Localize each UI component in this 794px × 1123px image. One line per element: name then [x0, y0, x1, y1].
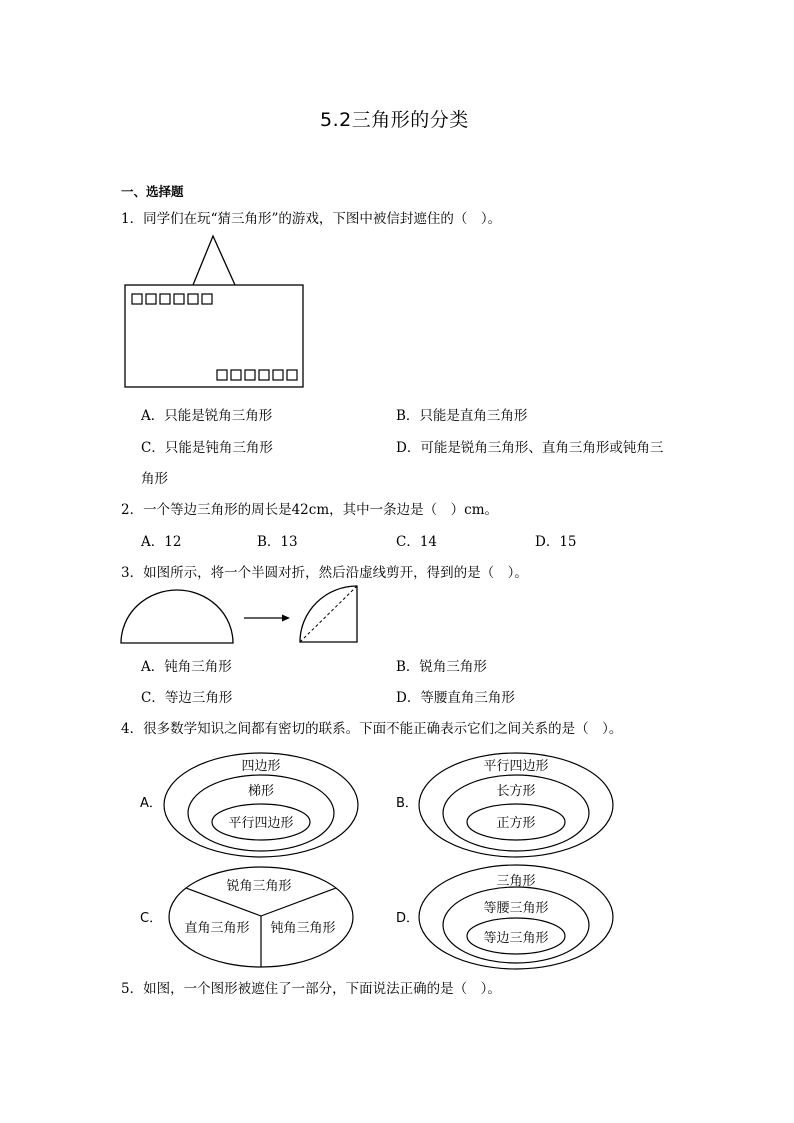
- question-number: 3．: [121, 565, 144, 581]
- q1-option-a[interactable]: A．只能是锐角三角形: [141, 408, 273, 424]
- q1-option-c[interactable]: C．只能是钝角三角形: [141, 440, 273, 456]
- question-number: 5．: [121, 981, 144, 997]
- question-text: 同学们在玩“猜三角形”的游戏，下图中被信封遮住的（ ）。: [143, 211, 502, 227]
- question-number: 1．: [121, 211, 144, 227]
- question-text: 一个等边三角形的周长是42cm，其中一条边是（ ）cm。: [143, 502, 498, 518]
- section-heading: 一、选择题: [121, 184, 184, 199]
- question-number: 4．: [121, 721, 144, 737]
- q3-option-d[interactable]: D．等腰直角三角形: [396, 690, 515, 706]
- diagram-d-inner-label: 等边三角形: [483, 931, 549, 946]
- question-text: 如图所示，将一个半圆对折，然后沿虚线剪开，得到的是（ ）。: [143, 565, 528, 581]
- diagram-d-middle-label: 等腰三角形: [483, 901, 549, 916]
- q2-option-d[interactable]: D．15: [535, 534, 577, 550]
- diagram-b-inner-label: 正方形: [496, 816, 536, 831]
- diagram-c-right-label: 钝角三角形: [270, 921, 336, 936]
- q2-option-c[interactable]: C．14: [396, 534, 438, 550]
- diagram-c-top-label: 锐角三角形: [226, 879, 292, 894]
- q1-option-d[interactable]: D．可能是锐角三角形、直角三角形或钝角三: [396, 440, 664, 456]
- question-5: [121, 977, 501, 997]
- diagram-a-middle-label: 梯形: [247, 784, 275, 799]
- page-title: 5.2三角形的分类: [320, 109, 469, 131]
- diagram-c-left-label: 直角三角形: [184, 921, 250, 936]
- diagram-c-option-label[interactable]: C．: [140, 911, 163, 926]
- diagram-a-option-label[interactable]: A．: [140, 796, 162, 811]
- question-text: 如图，一个图形被遮住了一部分，下面说法正确的是（ ）。: [143, 981, 501, 997]
- diagram-a-outer-label: 四边形: [241, 759, 281, 774]
- diagram-d-outer-label: 三角形: [496, 874, 536, 889]
- diagram-d-middle: [443, 887, 589, 963]
- q1-option-d-continued: 角形: [141, 471, 168, 487]
- q2-option-a[interactable]: A．12: [141, 534, 182, 550]
- question-text: 很多数学知识之间都有密切的联系。下面不能正确表示它们之间关系的是（ ）。: [143, 721, 623, 737]
- question-number: 2．: [121, 502, 144, 518]
- q1-option-b[interactable]: B．只能是直角三角形: [396, 408, 528, 424]
- q3-option-a[interactable]: A．钝角三角形: [141, 659, 232, 675]
- diagram-a-inner-label: 平行四边形: [228, 816, 294, 831]
- diagram-d-option-label[interactable]: D．: [396, 911, 420, 926]
- diagram-b-outer-label: 平行四边形: [483, 759, 549, 774]
- diagram-b-option-label[interactable]: B．: [396, 796, 418, 811]
- diagram-b-middle-label: 长方形: [496, 784, 536, 799]
- q2-option-b[interactable]: B．13: [257, 534, 298, 550]
- q3-option-c[interactable]: C．等边三角形: [141, 690, 233, 706]
- q3-option-b[interactable]: B．锐角三角形: [396, 659, 487, 675]
